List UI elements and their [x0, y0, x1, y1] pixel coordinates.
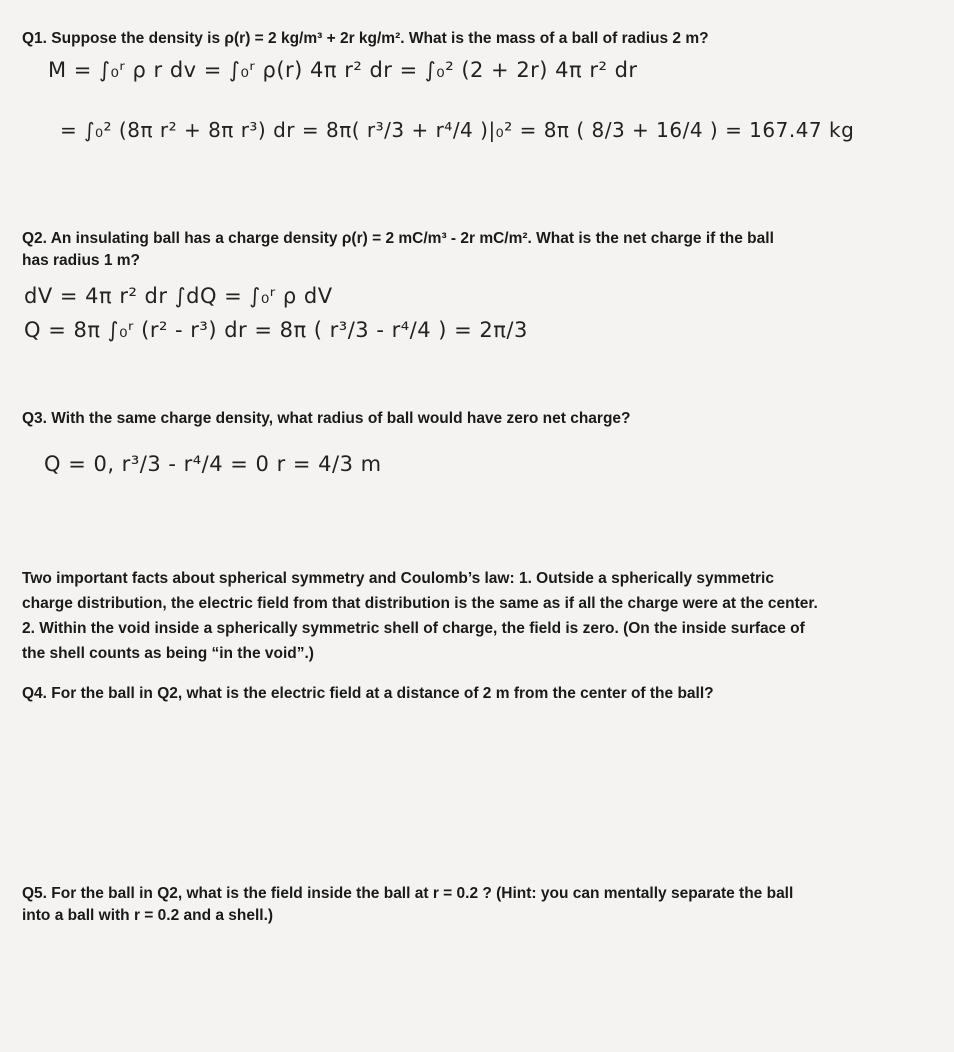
question-3-text: Q3. With the same charge density, what radius of ball would have zero net charge? [22, 410, 631, 427]
question-2-text: Q2. An insulating ball has a charge density ρ(r) = 2 mC/m³ - 2r mC/m². What is the net charge if the ball has radius 1 m? [22, 230, 774, 269]
spherical-symmetry-facts: Two important facts about spherical symmetry and Coulomb’s law: 1. Outside a spherically symmetric charge distribution, the electric field from that distribution is the same as if all the charge were at the center. 2. Within the void inside a spherically symmetric shell of charge, the field is zero. (On the inside surface of the shell counts as being “in the void”.) [22, 570, 818, 662]
question-4-text: Q4. For the ball in Q2, what is the electric field at a distance of 2 m from the center of the ball? [22, 685, 714, 702]
question-1-text: Q1. Suppose the density is ρ(r) = 2 kg/m³ + 2r kg/m². What is the mass of a ball of radius 2 m? [22, 30, 709, 47]
question-5-text: Q5. For the ball in Q2, what is the field inside the ball at r = 0.2 ? (Hint: you can mentally separate the ball into a ball with r = 0.2 and a shell.) [22, 885, 794, 924]
question-2-work-line-1: dV = 4π r² dr ∫dQ = ∫₀ʳ ρ dV [24, 284, 333, 308]
question-1-work-line-2: = ∫₀² (8π r² + 8π r³) dr = 8π( r³/3 + r⁴/4 )|₀² = 8π ( 8/3 + 16/4 ) = 167.47 kg [60, 118, 855, 142]
question-1-work-line-1: M = ∫₀ʳ ρ r dv = ∫₀ʳ ρ(r) 4π r² dr = ∫₀² (2 + 2r) 4π r² dr [48, 58, 638, 82]
question-2-work-line-2: Q = 8π ∫₀ʳ (r² - r³) dr = 8π ( r³/3 - r⁴/4 ) = 2π/3 [24, 318, 528, 342]
question-3-work-line-1: Q = 0, r³/3 - r⁴/4 = 0 r = 4/3 m [44, 452, 382, 476]
